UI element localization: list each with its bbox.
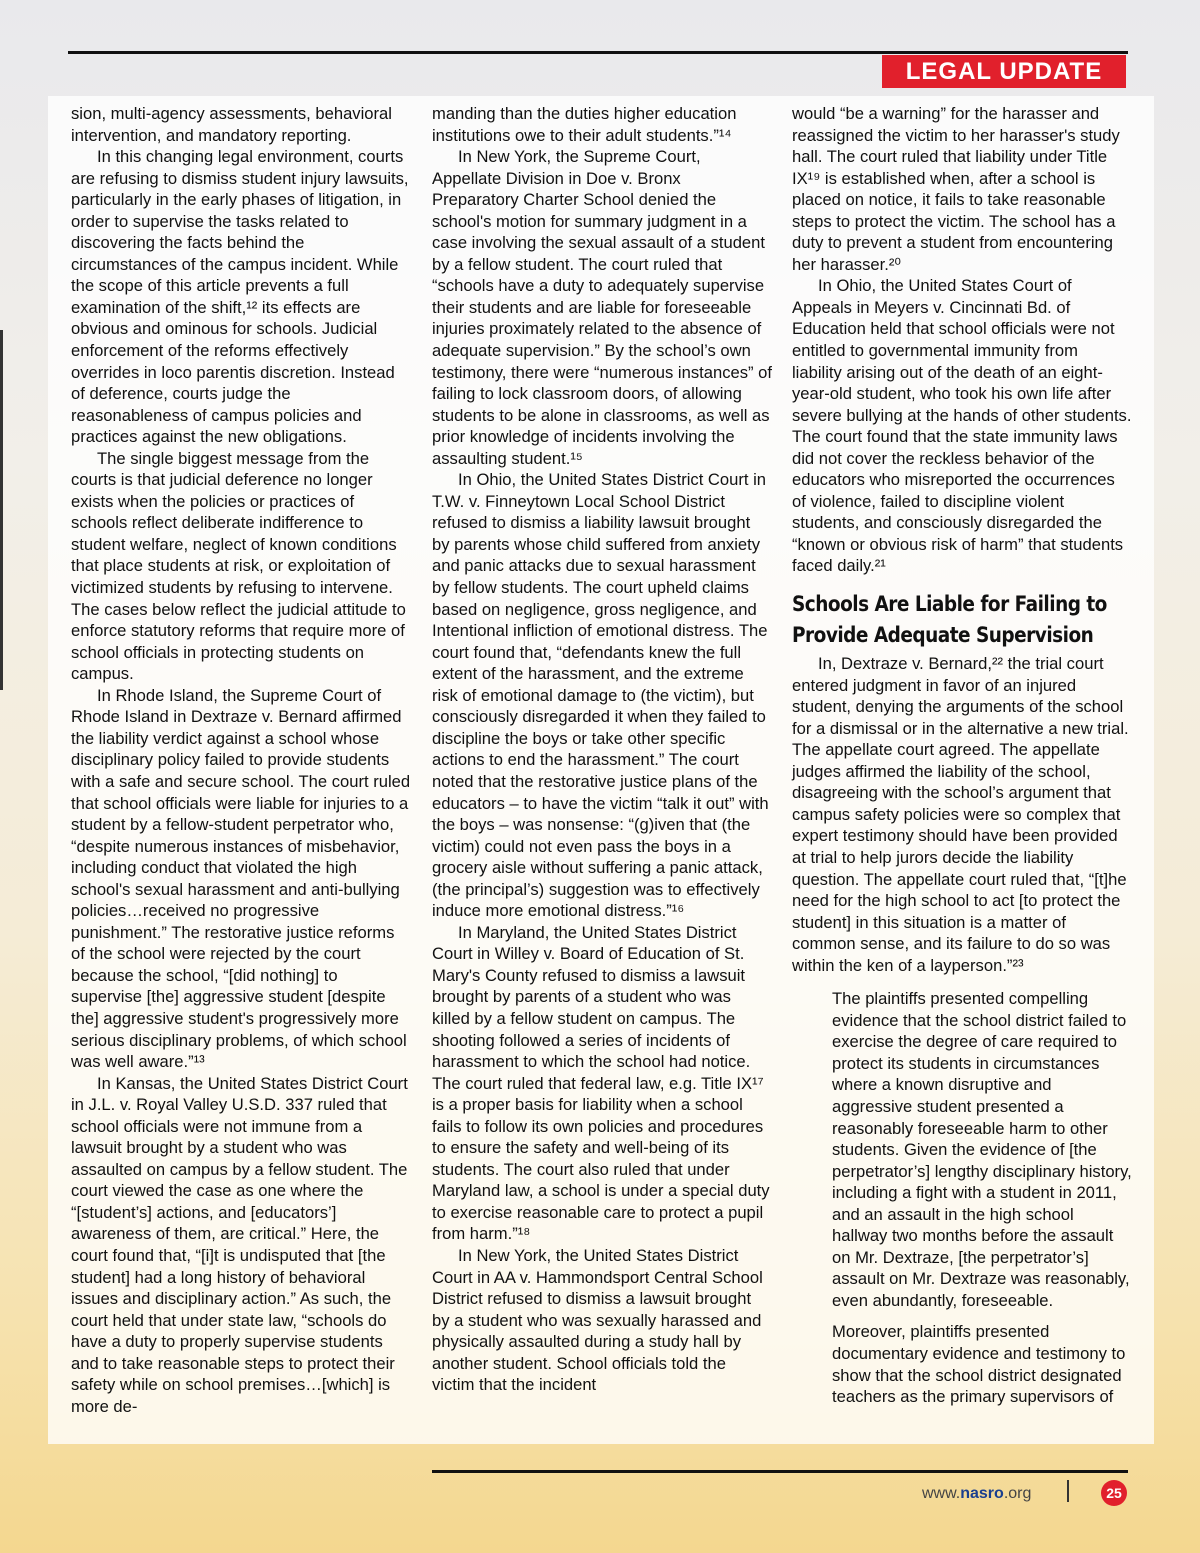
bottom-rule bbox=[432, 1470, 1128, 1473]
footer-divider bbox=[1067, 1480, 1069, 1502]
column-2 bbox=[432, 103, 772, 1396]
paragraph: would “be a warning” for the harasser and reassigned the victim to her harasser's study hall. The court ruled that liability under Title IX¹⁹ is established when, after a school is placed on notice, it fails to take reasonable steps to protect the victim. The school has a duty to prevent a student from encountering her harasser.²⁰ bbox=[792, 104, 1120, 274]
column-1 bbox=[71, 103, 411, 1417]
paragraph: In New York, the United States District Court in AA v. Hammondsport Central School District refused to dismiss a lawsuit brought by a student who was sexually harassed and physically assaulted during a study hall by another student. School officials told the victim that the incident bbox=[432, 1245, 763, 1395]
section-tag: LEGAL UPDATE bbox=[882, 55, 1126, 88]
quote-paragraph: Moreover, plaintiffs presented documentary evidence and testimony to show that the school district designated teachers as the primary supervisors of bbox=[832, 1322, 1126, 1407]
top-rule bbox=[68, 51, 1128, 54]
section-heading: Schools Are Liable for Failing to Provide Adequate Supervision bbox=[792, 592, 1107, 649]
paragraph: In New York, the Supreme Court, Appellate Division in Doe v. Bronx Preparatory Charter School denied the school's motion for summary judgment in a case involving the sexual assault of a student by a fellow student. The court ruled that “schools have a duty to adequately supervise their students and are liable for foreseeable injuries proximately related to the absence of adequate supervision.” By the school’s own testimony, there were “numerous instances” of failing to lock classroom doors, of allowing students to be alone in classrooms, as well as prior knowledge of incidents involving the assaulting student.¹⁵ bbox=[432, 147, 773, 468]
column-3 bbox=[792, 103, 1132, 1418]
page-edge-mark bbox=[0, 330, 3, 690]
paragraph: In Kansas, the United States District Court in J.L. v. Royal Valley U.S.D. 337 ruled that school officials were not immune from a lawsuit brought by a student who was assaulted on campus by a fellow student. The court viewed the case as one where the “[student’s] actions, and [educators’] awareness of them, are critical.” Here, the court found that, “[i]t is undisputed that [the student] had a long history of behavioral issues and disciplinary action.” As such, the court held that under state law, “schools do have a duty to properly supervise students and to take reasonable steps to protect their safety while on school premises…[which] is more de- bbox=[71, 1073, 408, 1416]
paragraph: In Ohio, the United States Court of Appeals in Meyers v. Cincinnati Bd. of Education held that school officials were not entitled to governmental immunity from liability arising out of the death of an eight-year-old student, who took his own life after severe bullying at the hands of other students. The court found that the state immunity laws did not cover the reckless behavior of the educators who misreported the occurrences of violence, failed to discipline violent students, and consciously disregarded the “known or obvious risk of harm” that students faced daily.²¹ bbox=[792, 276, 1132, 576]
paragraph: In this changing legal environment, courts are refusing to dismiss student injury lawsuits, particularly in the early phases of litigation, in order to supervise the tasks related to discovering the facts behind the circumstances of the campus incident. While the scope of this article prevents a full examination of the shift,¹² its effects are obvious and ominous for schools. Judicial enforcement of the reforms effectively overrides in loco parentis discretion. Instead of deference, courts judge the reasonableness of campus policies and practices against the new obligations. bbox=[71, 147, 409, 447]
footer-url[interactable]: www.nasro.org bbox=[922, 1485, 1032, 1502]
quote-paragraph: The plaintiffs presented compelling evidence that the school district failed to exercise the degree of care required to protect its students in circumstances where a known disruptive and aggressive student presented a reasonably foreseeable harm to other students. Given the evidence of [the perpetrator’s] lengthy disciplinary history, including a fight with a student in 2011, and an assault in the high school hallway two months before the assault on Mr. Dextraze, [the perpetrator’s] assault on Mr. Dextraze was reasonably, even abundantly, foreseeable. bbox=[832, 989, 1132, 1310]
paragraph: In, Dextraze v. Bernard,²² the trial court entered judgment in favor of an injured student, denying the arguments of the school for a dismissal or in the alternative a new trial. The appellate court agreed. The appellate judges affirmed the liability of the school, disagreeing with the school’s argument that campus safety policies were so complex that expert testimony should have been provided at trial to help jurors decide the liability question. The appellate court ruled that, “[t]he need for the high school to act [to protect the student] in this situation is a matter of common sense, and its failure to do so was within the ken of a layperson.”²³ bbox=[792, 654, 1129, 975]
paragraph: In Ohio, the United States District Court in T.W. v. Finneytown Local School District refused to dismiss a liability lawsuit brought by parents whose child suffered from anxiety and panic attacks due to sexual harassment by fellow students. The court upheld claims based on negligence, gross negligence, and Intentional infliction of emotional distress. The court found that, “defendants knew the full extent of the harassment, and the extreme risk of emotional damage to (the victim), but consciously disregarded it when they failed to discipline the boys or take other specific actions to end the harassment.” The court noted that the restorative justice plans of the educators – to have the victim “talk it out” with the boys – was nonsense: “(g)iven that (the victim) could not even pass the boys in a grocery aisle without suffering a panic attack, (the principal’s) suggestion was to effectively induce more emotional distress.”¹⁶ bbox=[432, 470, 769, 921]
page-number: 25 bbox=[1101, 1480, 1127, 1506]
paragraph: In Rhode Island, the Supreme Court of Rhode Island in Dextraze v. Bernard affirmed the liability verdict against a school whose disciplinary policy failed to provide students with a safe and secure school. The court ruled that school officials were liable for injuries to a student by a fellow-student perpetrator who, “despite numerous instances of misbehavior, including conduct that violated the high school's sexual harassment and anti-bullying policies…received no progressive punishment.” The restorative justice reforms of the school were rejected by the court because the school, “[did nothing] to supervise [the] aggressive student [despite the] aggressive student's progressively more serious disciplinary problems, of which school was well aware.”¹³ bbox=[71, 685, 411, 1072]
block-quote bbox=[832, 988, 1132, 1407]
paragraph: manding than the duties higher education institutions owe to their adult students.”¹⁴ bbox=[432, 104, 737, 145]
paragraph: The single biggest message from the courts is that judicial deference no longer exists when the policies or practices of schools reflect deliberate indifference to student welfare, neglect of known conditions that place students at risk, or exploitation of victimized students by refusing to intervene. The cases below reflect the judicial attitude to enforce statutory reforms that require more of school officials in protecting students on campus. bbox=[71, 448, 406, 684]
paragraph: In Maryland, the United States District Court in Willey v. Board of Education of St. Mary's County refused to dismiss a lawsuit brought by parents of a student who was killed by a fellow student on campus. The shooting followed a series of incidents of harassment to which the school had notice. The court ruled that federal law, e.g. Title IX¹⁷ is a proper basis for liability when a school fails to follow its own policies and procedures to ensure the safety and well-being of its students. The court also ruled that under Maryland law, a school is under a special duty to exercise reasonable care to protect a pupil from harm.”¹⁸ bbox=[432, 922, 770, 1244]
paragraph: sion, multi-agency assessments, behavioral intervention, and mandatory reporting. bbox=[71, 104, 392, 145]
